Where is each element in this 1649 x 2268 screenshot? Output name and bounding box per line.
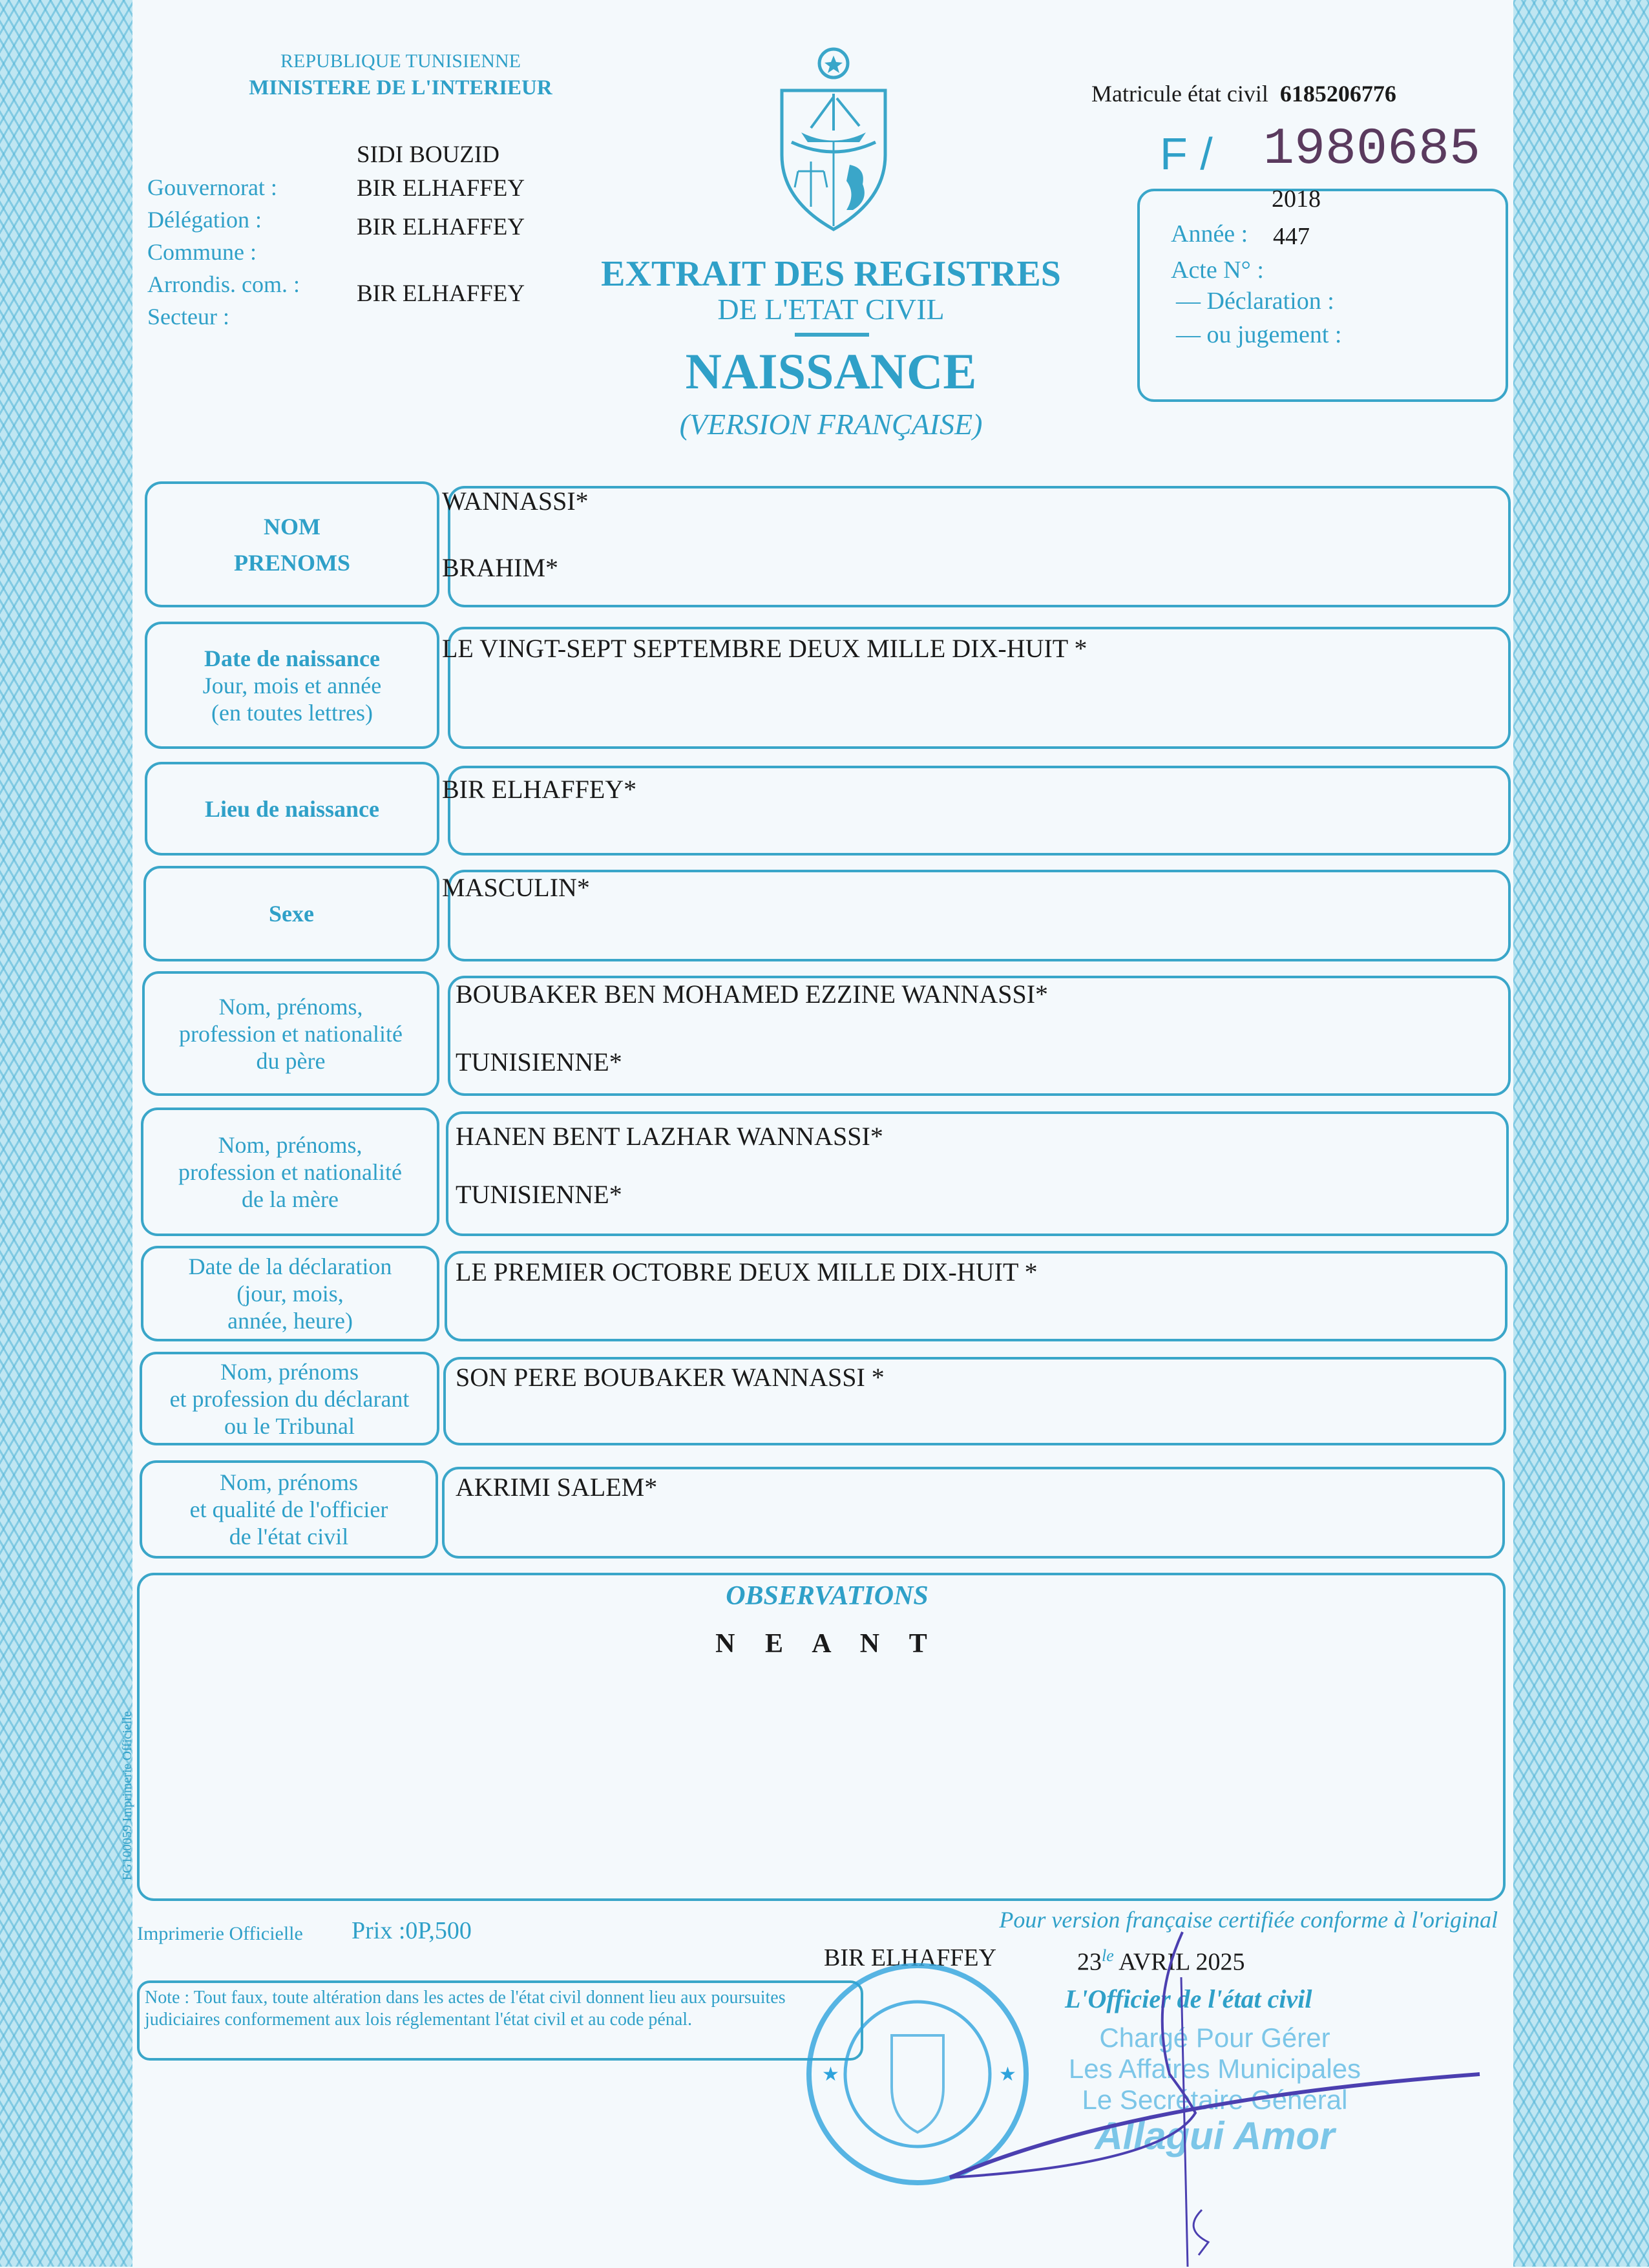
officier-value: AKRIMI SALEM* xyxy=(456,1473,658,1502)
gouvernorat-value: SIDI BOUZID xyxy=(357,142,499,168)
pere-nationalite-value: TUNISIENNE* xyxy=(456,1047,622,1076)
observations-box xyxy=(137,1573,1506,1901)
matricule-value: 6185206776 xyxy=(1279,81,1396,107)
svg-text:★: ★ xyxy=(822,2064,839,2085)
sexe-value: MASCULIN* xyxy=(442,873,590,902)
serial-number: 1980685 xyxy=(1263,120,1481,179)
arrondissement-value: BIR ELHAFFEY xyxy=(357,280,525,307)
commune-label: Commune : xyxy=(147,239,257,265)
secteur-label: Secteur : xyxy=(147,304,229,330)
signer-line-3: Le Secrétaire Général xyxy=(1082,2084,1348,2115)
document-title: EXTRAIT DES REGISTRES xyxy=(601,254,1061,294)
printer-label: Imprimerie Officielle xyxy=(137,1923,303,1944)
guilloche-border-left xyxy=(0,0,132,2267)
label-sexe: Sexe xyxy=(143,866,439,961)
label-lieu-naissance: Lieu de naissance xyxy=(145,762,439,856)
delegation-label: Délégation : xyxy=(147,207,262,233)
label-pere: Nom, prénoms, profession et nationalité du père xyxy=(142,971,439,1096)
signer-name: Allagui Amor xyxy=(1095,2114,1335,2158)
annee-label: Année : xyxy=(1171,220,1248,247)
serial-prefix: F / xyxy=(1160,129,1213,179)
pere-nom-value: BOUBAKER BEN MOHAMED EZZINE WANNASSI* xyxy=(456,980,1049,1009)
location-labels xyxy=(147,171,300,333)
nom-value: WANNASSI* xyxy=(442,487,589,516)
label-date-declaration: Date de la déclaration (jour, mois, année, heure) xyxy=(141,1246,439,1341)
lieu-naissance-value: BIR ELHAFFEY* xyxy=(442,775,637,804)
mere-nom-value: HANEN BENT LAZHAR WANNASSI* xyxy=(456,1122,883,1151)
year-value: 2018 xyxy=(1272,185,1321,213)
acte-label: Acte N° : xyxy=(1171,257,1264,284)
acte-number-value: 447 xyxy=(1273,223,1310,250)
commune-value: BIR ELHAFFEY xyxy=(357,214,525,240)
republic-label: REPUBLIQUE TUNISIENNE xyxy=(280,50,521,72)
price-label: Prix :0P,500 xyxy=(352,1917,472,1944)
label-officier: Nom, prénoms et qualité de l'officier de l'état civil xyxy=(140,1460,438,1559)
place-value: BIR ELHAFFEY xyxy=(824,1944,997,1971)
label-nom-prenoms: NOM PRENOMS xyxy=(145,481,439,607)
officer-title: L'Officier de l'état civil xyxy=(1065,1984,1312,2013)
jugement-label: — ou jugement : xyxy=(1176,321,1342,348)
date-month-year: AVRIL 2025 xyxy=(1119,1948,1245,1976)
prenoms-value: BRAHIM* xyxy=(442,553,559,582)
label-declarant: Nom, prénoms et profession du déclarant ou le Tribunal xyxy=(140,1352,439,1445)
label-date-naissance: Date de naissance Jour, mois et année (en toutes lettres) xyxy=(145,622,439,749)
date-declaration-value: LE PREMIER OCTOBRE DEUX MILLE DIX-HUIT * xyxy=(456,1257,1038,1286)
handwritten-signature-icon xyxy=(937,1906,1506,2268)
arrondissement-label: Arrondis. com. : xyxy=(147,271,300,297)
ministry-label: MINISTERE DE L'INTERIEUR xyxy=(249,76,552,100)
value-box-sexe xyxy=(448,870,1511,961)
observations-title: OBSERVATIONS xyxy=(726,1581,929,1611)
declarant-value: SON PERE BOUBAKER WANNASSI * xyxy=(456,1363,885,1392)
signer-line-1: Chargé Pour Gérer xyxy=(1099,2022,1330,2053)
signer-line-2: Les Affaires Municipales xyxy=(1068,2053,1361,2084)
document-subtitle: DE L'ETAT CIVIL xyxy=(717,293,945,326)
date-day: 23 xyxy=(1077,1948,1102,1976)
gouvernorat-label: Gouvernorat : xyxy=(147,174,277,200)
svg-text:★: ★ xyxy=(999,2064,1016,2085)
tunisia-coat-of-arms-icon xyxy=(772,45,895,233)
act-type-title: NAISSANCE xyxy=(685,343,977,399)
printer-code: FG100059 Imprimerie Officielle xyxy=(120,1711,134,1880)
matricule-label: Matricule état civil 6185206776 xyxy=(1091,81,1396,107)
legal-note: Note : Tout faux, toute altération dans les actes de l'état civil donnent lieu aux poursuites judiciaires conformement aux lois réglementant l'état civil et au code pénal. xyxy=(145,1988,786,2030)
observations-value: N E A N T xyxy=(715,1629,939,1659)
date-naissance-value: LE VINGT-SEPT SEPTEMBRE DEUX MILLE DIX-HUIT * xyxy=(442,634,1087,663)
delegation-value: BIR ELHAFFEY xyxy=(357,175,525,202)
certified-label: Pour version française certifiée conforme à l'original xyxy=(999,1907,1498,1933)
mere-nationalite-value: TUNISIENNE* xyxy=(456,1180,622,1209)
value-box-nom-prenoms xyxy=(448,486,1511,607)
date-le: le xyxy=(1102,1946,1114,1965)
version-label: (VERSION FRANÇAISE) xyxy=(679,408,983,441)
title-divider xyxy=(795,333,869,337)
declaration-label: — Déclaration : xyxy=(1176,288,1334,315)
guilloche-border-right xyxy=(1513,0,1649,2267)
label-mere: Nom, prénoms, profession et nationalité de la mère xyxy=(141,1108,439,1236)
